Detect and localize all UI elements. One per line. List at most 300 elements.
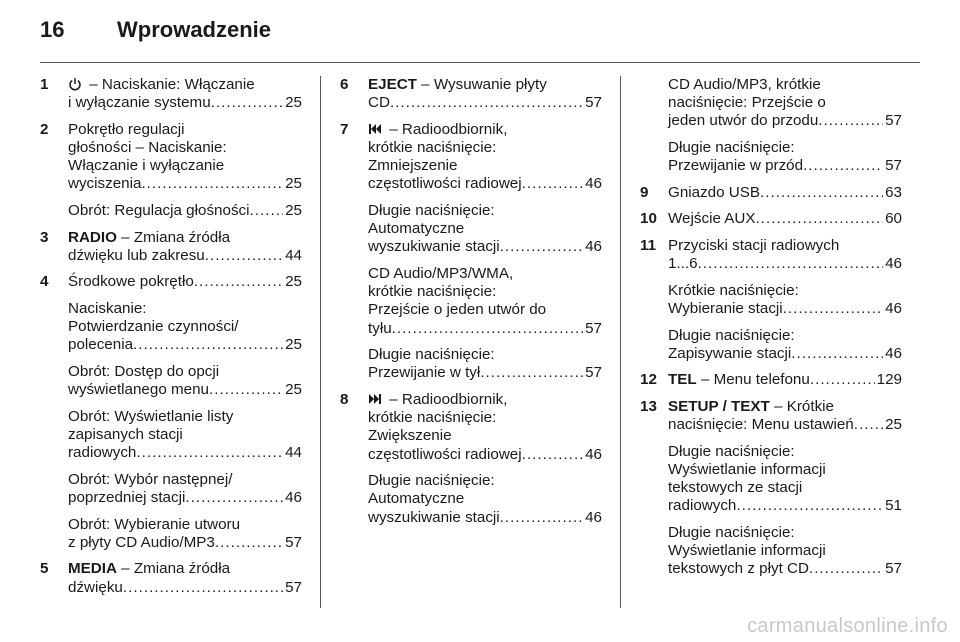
entry-e6 (340, 76, 602, 112)
entry-line (68, 426, 302, 444)
entry-line (668, 184, 902, 202)
page-reference: 57 (285, 578, 302, 596)
page-reference: 46 (885, 255, 902, 273)
entry-paragraph (368, 391, 602, 464)
page-reference: 46 (585, 445, 602, 463)
entry-paragraph (368, 76, 602, 112)
leader-dots (250, 202, 284, 220)
entry-number: 10 (640, 210, 657, 228)
entry-text-content: głośności – Naciskanie: (68, 139, 227, 156)
entry-e11 (640, 237, 902, 363)
entry-line (68, 579, 302, 597)
entry-text-content: – Naciskanie: Włączanie (85, 76, 255, 93)
entry-text (68, 247, 205, 265)
entry-text-content: Krótkie naciśnięcie: (668, 281, 799, 299)
entry-text-content: Naciskanie: (68, 299, 147, 317)
entry-text-content: Długie naciśnięcie: (368, 202, 495, 219)
entry-number: 6 (340, 76, 349, 93)
entry-paragraph (668, 282, 902, 318)
entry-text-content: częstotliwości radiowej (368, 175, 522, 193)
entry-text-content: Obrót: Dostęp do opcji (68, 362, 220, 380)
entry-line (668, 237, 902, 255)
entry-text-content: Długie naciśnięcie: (668, 442, 795, 460)
entry-paragraph (368, 121, 602, 194)
leader-dots (209, 381, 283, 399)
entry-text-content: krótkie naciśnięcie: (368, 283, 497, 301)
entry-line (368, 446, 602, 464)
entry-line (68, 444, 302, 462)
entry-line (668, 524, 902, 542)
entry-line (68, 534, 302, 552)
entry-text (668, 371, 810, 389)
entry-text-content: wyszukiwanie stacji (368, 508, 500, 526)
entry-line (68, 76, 302, 94)
entry-paragraph (668, 237, 902, 273)
page-reference: 57 (885, 157, 902, 175)
entry-text (668, 560, 809, 578)
entry-paragraph (68, 516, 302, 552)
control-name: MEDIA (68, 560, 117, 578)
entry-line (668, 345, 902, 363)
entry-line (368, 409, 602, 427)
entry-text-content: – Radioodbiornik, (385, 120, 508, 138)
entry-text (68, 363, 219, 381)
entry-e8c (640, 76, 902, 175)
column-divider (320, 76, 321, 608)
entry-text-content: 1...6 (668, 255, 698, 273)
entry-text-content: Zapisywanie stacji (668, 344, 792, 362)
entry-line (68, 560, 302, 578)
entry-text (668, 443, 795, 461)
entry-text-content: Gniazdo USB (668, 183, 761, 201)
page-reference: 46 (885, 344, 902, 362)
entry-text-content: Wybieranie stacji (668, 299, 783, 317)
entry-text-content: Obrót: Wyświetlanie listy (68, 407, 234, 425)
entry-text-content: Wyświetlanie informacji (668, 542, 826, 560)
entry-paragraph (68, 76, 302, 112)
leader-dots (215, 534, 283, 552)
entry-text-content: – Radioodbiornik, (385, 391, 508, 408)
column-1 (40, 76, 302, 605)
page-reference: 25 (285, 94, 302, 112)
entry-line (68, 489, 302, 507)
entry-number: 11 (640, 236, 657, 254)
entry-e8 (340, 391, 602, 527)
entry-text (668, 327, 795, 345)
entry-e12 (640, 371, 902, 389)
page-reference: 46 (585, 508, 602, 526)
entry-paragraph (68, 300, 302, 355)
leader-dots (500, 238, 583, 256)
entry-line (668, 255, 902, 273)
entry-line (668, 443, 902, 461)
entry-text-content: polecenia (68, 336, 134, 354)
entry-text (68, 139, 227, 157)
entry-paragraph (668, 443, 902, 516)
entry-text-content: poprzedniej stacji (68, 488, 186, 506)
entry-e2 (40, 121, 302, 220)
entry-line (68, 94, 302, 112)
entry-line (668, 300, 902, 318)
entry-paragraph (668, 139, 902, 175)
leader-dots (783, 300, 883, 318)
page-reference: 63 (885, 183, 902, 201)
column-2 (340, 76, 602, 535)
entry-text (68, 300, 147, 318)
entry-number: 13 (640, 397, 657, 415)
entry-line (368, 157, 602, 175)
entry-number: 2 (40, 120, 49, 138)
entry-text-content: Długie naciśnięcie: (668, 523, 795, 541)
entry-text-content: naciśnięcie: Przejście o (668, 94, 826, 112)
entry-line (68, 300, 302, 318)
entry-paragraph (68, 471, 302, 507)
page-reference: 57 (585, 94, 602, 112)
entry-line (68, 247, 302, 265)
entry-e13 (640, 398, 902, 579)
page-reference: 25 (285, 202, 302, 219)
power-icon (68, 77, 82, 91)
entry-text (368, 283, 496, 301)
entry-text-content: Wyświetlanie informacji (668, 460, 826, 478)
entry-text (368, 320, 392, 338)
entry-text (368, 202, 495, 220)
page-reference: 46 (585, 175, 602, 193)
entry-line (68, 229, 302, 247)
entry-text (668, 524, 795, 542)
entry-text (668, 300, 783, 318)
entry-paragraph (668, 76, 902, 131)
entry-text-content: Automatyczne (368, 220, 465, 238)
entry-text-content: tekstowych z płyt CD (668, 560, 809, 578)
entry-text (668, 184, 760, 202)
entry-text (68, 444, 136, 462)
entry-text (668, 282, 799, 300)
column-3 (640, 76, 902, 587)
entry-line (68, 516, 302, 534)
leader-dots (818, 112, 883, 130)
watermark: carmanualsonline.info (747, 615, 948, 637)
leader-dots (736, 497, 883, 515)
entry-paragraph (668, 398, 902, 434)
entry-paragraph (668, 327, 902, 363)
entry-text (68, 336, 133, 354)
entry-text (68, 381, 209, 399)
entry-paragraph (368, 346, 602, 382)
entry-e7 (340, 121, 602, 383)
leader-dots (791, 345, 883, 363)
entry-e10 (640, 210, 902, 228)
entry-text-content: CD Audio/MP3, krótkie (668, 76, 821, 93)
entry-text (368, 364, 480, 382)
page-reference: 25 (285, 381, 302, 399)
entry-text (668, 479, 802, 497)
entry-text (368, 409, 496, 427)
entry-line (368, 472, 602, 490)
entry-text (668, 76, 821, 94)
entry-text (368, 175, 522, 193)
entry-text (668, 237, 839, 255)
entry-line (668, 282, 902, 300)
leader-dots (194, 273, 283, 291)
entry-text (368, 509, 500, 527)
entry-line (68, 471, 302, 489)
control-name: RADIO (68, 228, 117, 246)
seek-forward-icon (368, 392, 382, 406)
entry-line (368, 391, 602, 409)
entry-line (368, 265, 602, 283)
entry-text (668, 157, 803, 175)
entry-text (668, 94, 826, 112)
entry-text-content: – Krótkie (769, 397, 834, 415)
entry-line (368, 509, 602, 527)
entry-line (668, 210, 902, 228)
entry-text-content: Długie naciśnięcie: (368, 346, 495, 364)
leader-dots (803, 157, 883, 175)
column-divider (620, 76, 621, 608)
entry-line (368, 139, 602, 157)
entry-text-content: radiowych (68, 444, 137, 462)
entry-text-content: Przewijanie w tył (368, 364, 481, 382)
entry-text (368, 121, 507, 139)
entry-line (668, 461, 902, 479)
entry-text-content: Długie naciśnięcie: (668, 139, 795, 156)
entry-text-content: Zmniejszenie (368, 157, 458, 175)
entry-text-content: częstotliwości radiowej (368, 445, 522, 463)
entry-line (668, 416, 902, 434)
page-reference: 46 (585, 238, 602, 256)
leader-dots (136, 444, 283, 462)
entry-text (368, 157, 457, 175)
page-reference: 46 (285, 488, 302, 506)
entry-line (68, 121, 302, 139)
entry-text-content: Przejście o jeden utwór do (368, 301, 547, 319)
entry-text (368, 238, 500, 256)
control-name: EJECT (368, 76, 417, 93)
page-reference: 129 (876, 371, 902, 389)
entry-e9 (640, 184, 902, 202)
entry-text-content: Przyciski stacji radiowych (668, 236, 840, 254)
entry-line (668, 398, 902, 416)
entry-paragraph (68, 560, 302, 596)
entry-paragraph (668, 210, 902, 228)
entry-line (68, 157, 302, 175)
leader-dots (756, 210, 884, 228)
entry-text (68, 516, 240, 534)
page-reference: 51 (885, 497, 902, 515)
entry-line (68, 336, 302, 354)
entry-text-content: Wejście AUX (668, 210, 756, 228)
leader-dots (205, 247, 283, 265)
entry-text (68, 534, 215, 552)
entry-line (368, 364, 602, 382)
entry-text-content: – Zmiana źródła (116, 560, 231, 578)
entry-text (68, 426, 183, 444)
entry-text-content: jeden utwór do przodu (668, 112, 819, 130)
entry-text (368, 346, 495, 364)
entry-number: 1 (40, 76, 49, 93)
entry-text-content: wyświetlanego menu (68, 381, 209, 399)
entry-number: 8 (340, 391, 349, 408)
entry-line (668, 76, 902, 94)
entry-text (368, 94, 390, 112)
entry-text-content: zapisanych stacji (68, 425, 183, 443)
entry-paragraph (668, 184, 902, 202)
entry-line (368, 490, 602, 508)
entry-text-content: – Menu telefonu (696, 371, 810, 389)
page-reference: 60 (885, 210, 902, 228)
entry-text-content: krótkie naciśnięcie: (368, 409, 497, 427)
leader-dots (211, 94, 283, 112)
entry-text-content: Przewijanie w przód (668, 157, 804, 175)
seek-back-icon (368, 122, 382, 136)
entry-text-content: i wyłączanie systemu (68, 94, 211, 112)
page-reference: 57 (585, 319, 602, 337)
entry-text (668, 255, 698, 273)
entry-text (668, 398, 834, 416)
section-title: Wprowadzenie (117, 17, 272, 42)
entry-line (68, 381, 302, 399)
page-reference: 25 (285, 336, 302, 354)
entry-text (68, 157, 224, 175)
entry-text (68, 94, 211, 112)
entry-line (668, 327, 902, 345)
leader-dots (133, 336, 283, 354)
entry-line (668, 497, 902, 515)
entry-text-content: naciśnięcie: Menu ustawień (668, 416, 854, 434)
entry-text (668, 112, 818, 130)
entry-paragraph (68, 229, 302, 265)
leader-dots (809, 560, 883, 578)
entry-number: 9 (640, 183, 649, 201)
entry-paragraph (668, 371, 902, 389)
entry-text-content: – Wysuwanie płyty (416, 76, 547, 93)
leader-dots (522, 175, 583, 193)
entry-line (368, 301, 602, 319)
leader-dots (698, 255, 884, 273)
entry-line (668, 139, 902, 157)
entry-number: 12 (640, 371, 657, 389)
entry-text-content: Pokrętło regulacji (68, 120, 185, 138)
entry-paragraph (68, 408, 302, 463)
page-reference: 25 (885, 416, 902, 434)
entry-text-content: Obrót: Wybór następnej/ (68, 470, 233, 488)
entry-text-content: radiowych (668, 497, 737, 515)
entry-text (668, 416, 854, 434)
entry-line (368, 427, 602, 445)
leader-dots (141, 175, 283, 193)
entry-paragraph (68, 202, 302, 220)
entry-text (68, 408, 233, 426)
entry-line (68, 202, 302, 220)
entry-text (368, 472, 495, 490)
entry-e5 (40, 560, 302, 596)
page-reference: 57 (885, 560, 902, 578)
entry-paragraph (368, 265, 602, 338)
entry-text-content: dźwięku lub zakresu (68, 246, 205, 264)
entry-number: 3 (40, 228, 49, 246)
page-reference: 44 (285, 246, 302, 264)
entry-text-content: Zwiększenie (368, 427, 452, 445)
entry-text (68, 175, 141, 193)
entry-text-content: Środkowe pokrętło (68, 273, 194, 291)
entry-text (668, 345, 791, 363)
entry-line (368, 76, 602, 94)
page-header (40, 14, 920, 63)
entry-text-content: z płyty CD Audio/MP3 (68, 533, 215, 551)
entry-text (68, 489, 185, 507)
entry-text (68, 560, 230, 578)
entry-text-content: dźwięku (68, 578, 123, 596)
leader-dots (810, 371, 875, 389)
entry-text (68, 229, 230, 247)
entry-text (668, 461, 826, 479)
entry-text (68, 273, 194, 291)
leader-dots (500, 509, 583, 527)
entry-line (668, 157, 902, 175)
entry-line (368, 175, 602, 193)
control-name: SETUP / TEXT (668, 397, 770, 415)
page-number: 16 (40, 17, 65, 42)
entry-text (368, 220, 464, 238)
entry-e4 (40, 273, 302, 552)
page-reference: 57 (885, 112, 902, 130)
entry-line (668, 112, 902, 130)
entry-line (668, 371, 902, 389)
entry-line (368, 320, 602, 338)
entry-line (368, 238, 602, 256)
entry-line (368, 202, 602, 220)
entry-text (68, 76, 255, 94)
entry-text (368, 490, 464, 508)
leader-dots (392, 320, 583, 338)
page-reference: 46 (885, 299, 902, 317)
entry-line (68, 363, 302, 381)
entry-line (68, 175, 302, 193)
entry-paragraph (668, 524, 902, 579)
entry-text-content: Obrót: Regulacja głośności (68, 202, 250, 219)
entry-text (668, 497, 736, 515)
entry-line (668, 479, 902, 497)
entry-line (68, 408, 302, 426)
entry-text-content: Długie naciśnięcie: (368, 472, 495, 490)
entry-text (368, 427, 452, 445)
entry-text (68, 471, 232, 489)
page-reference: 57 (585, 364, 602, 382)
control-name: TEL (668, 371, 697, 389)
entry-line (668, 542, 902, 560)
entry-text-content: Włączanie i wyłączanie (68, 157, 225, 175)
entry-text (668, 210, 756, 228)
page-reference: 25 (285, 273, 302, 291)
entry-text (368, 391, 507, 409)
entry-line (668, 560, 902, 578)
page-reference: 57 (285, 533, 302, 551)
entry-paragraph (368, 202, 602, 257)
entry-text-content: wyciszenia (68, 175, 142, 193)
leader-dots (760, 184, 883, 202)
entry-text-content: CD Audio/MP3/WMA, (368, 265, 514, 282)
entry-text (368, 446, 522, 464)
entry-text (68, 318, 239, 336)
entry-text-content: krótkie naciśnięcie: (368, 139, 497, 156)
entry-line (68, 139, 302, 157)
entry-number: 4 (40, 273, 49, 291)
entry-text-content: Potwierdzanie czynności/ (68, 318, 239, 336)
entry-text-content: Długie naciśnięcie: (668, 326, 795, 344)
leader-dots (185, 489, 283, 507)
entry-e3 (40, 229, 302, 265)
